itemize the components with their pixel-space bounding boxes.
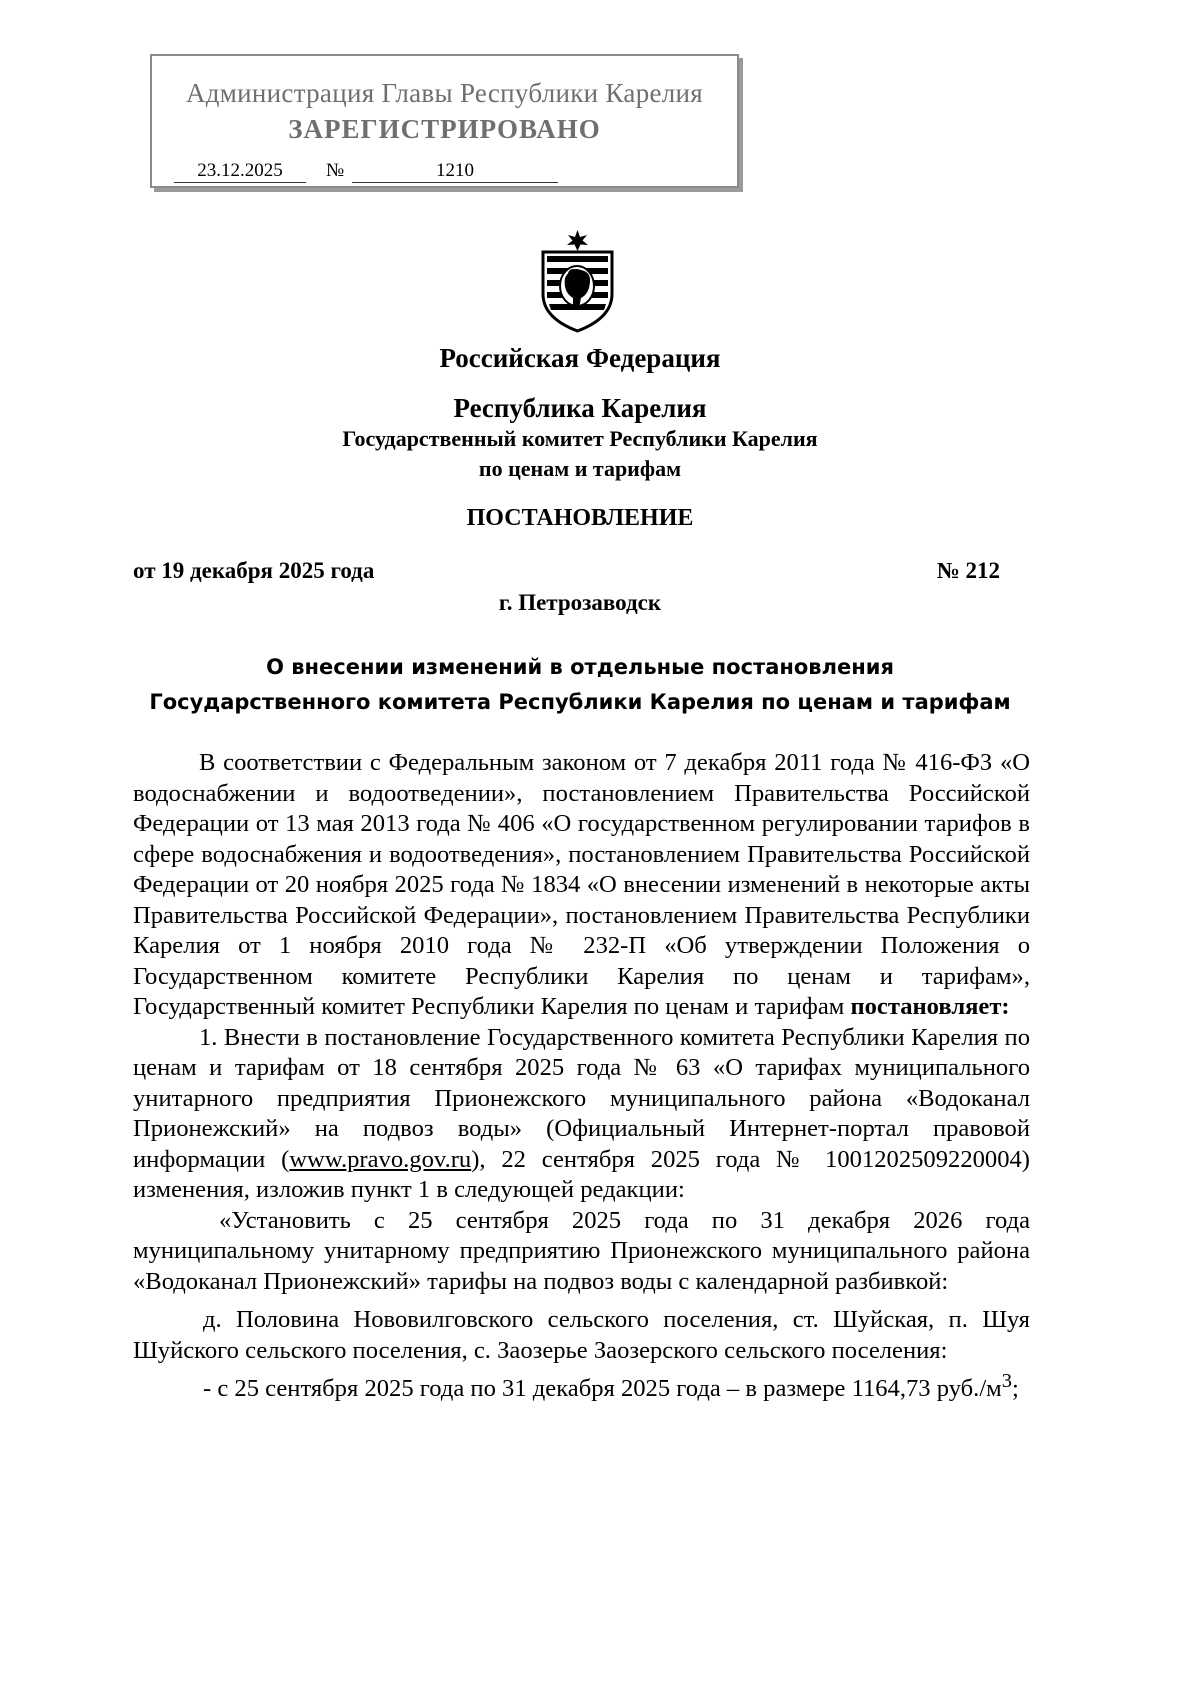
document-title (0, 650, 1160, 720)
document-number: № 212 (936, 558, 1000, 583)
paragraph-tariff (133, 1366, 1030, 1405)
heading-committee-line1: Государственный комитет Республики Карелия (342, 426, 818, 451)
stamp-number-sign: № (326, 160, 345, 181)
paragraph-quote: «Установить с 25 сентября 2025 года по 31 декабря 2026 года муниципальному унитарному предприятию Прионежского муниципального района «Водоканал Прионежский» тарифы на подвоз воды с календарной разбивкой: (133, 1206, 1030, 1295)
item-1-text-cont: ), 22 сентября 2025 года № 1001202509220004) изменения, изложив пункт 1 в следующей редакции: (133, 1145, 1030, 1203)
heading-republic: Республика Карелия (453, 393, 707, 423)
stamp-date: 23.12.2025 (174, 160, 306, 183)
document-city: г. Петрозаводск (498, 590, 662, 615)
paragraph-item-1 (133, 1023, 1030, 1206)
registration-stamp (150, 54, 739, 188)
heading-federation: Российская Федерация (439, 343, 721, 373)
pravo-link[interactable]: www.pravo.gov.ru (289, 1145, 472, 1173)
document-type: ПОСТАНОВЛЕНИЕ (466, 505, 694, 531)
stamp-number: 1210 (352, 160, 558, 183)
preamble-text: В соответствии с Федеральным законом от 7 декабря 2011 года № 416-ФЗ «О водоснабжении и водоотведении», постановлением Правительства Российской Федерации от 13 мая 2013 года № 406 «О государственном регулировании тарифов в сфере водоснабжения и водоотведения», постановлением Правительства Российской Федерации от 20 ноября 2025 года № 1834 «О внесении изменений в некоторые акты Правительства Российской Федерации», постановлением Правительства Республики Карелия от 1 ноября 2010 года № 232-П «Об утверждении Положения о Государственном комитете Республики Карелия по ценам и тарифам», Государственный комитет Республики Карелия по ценам и тарифам (133, 749, 1030, 1020)
coat-of-arms-emblem (535, 228, 620, 333)
title-line1: О внесении изменений в отдельные постановления (266, 655, 894, 679)
title-line2: Государственного комитета Республики Карелия по ценам и тарифам (149, 690, 1011, 714)
resolves-word: постановляет: (850, 993, 1010, 1020)
paragraph-localities: д. Половина Нововилговского сельского поселения, ст. Шуйская, п. Шуя Шуйского сельского поселения, с. Заозерье Заозерского сельского поселения: (133, 1306, 1030, 1364)
tariff-text: - с 25 сентября 2025 года по 31 декабря 2025 года – в размере 1164,73 руб./м (203, 1375, 1002, 1403)
tariff-end: ; (1011, 1375, 1019, 1403)
document-body (133, 748, 1030, 1405)
tariff-unit-sup: 3 (1001, 1370, 1012, 1392)
paragraph-preamble (133, 748, 1030, 1023)
document-date: от 19 декабря 2025 года (133, 558, 375, 583)
item-1-text: 1. Внести в постановление Государственного комитета Республики Карелия по ценам и тарифам от 18 сентября 2025 года № 63 «О тарифах муниципального унитарного предприятия Прионежского муниципального района «Водоканал Прионежский» на подвоз воды» (Официальный Интернет-портал правовой информации ( (133, 1023, 1030, 1173)
stamp-status: ЗАРЕГИСТРИРОВАНО (288, 114, 601, 144)
stamp-org: Администрация Главы Республики Карелия (185, 78, 704, 108)
heading-committee-line2: по ценам и тарифам (478, 456, 682, 481)
